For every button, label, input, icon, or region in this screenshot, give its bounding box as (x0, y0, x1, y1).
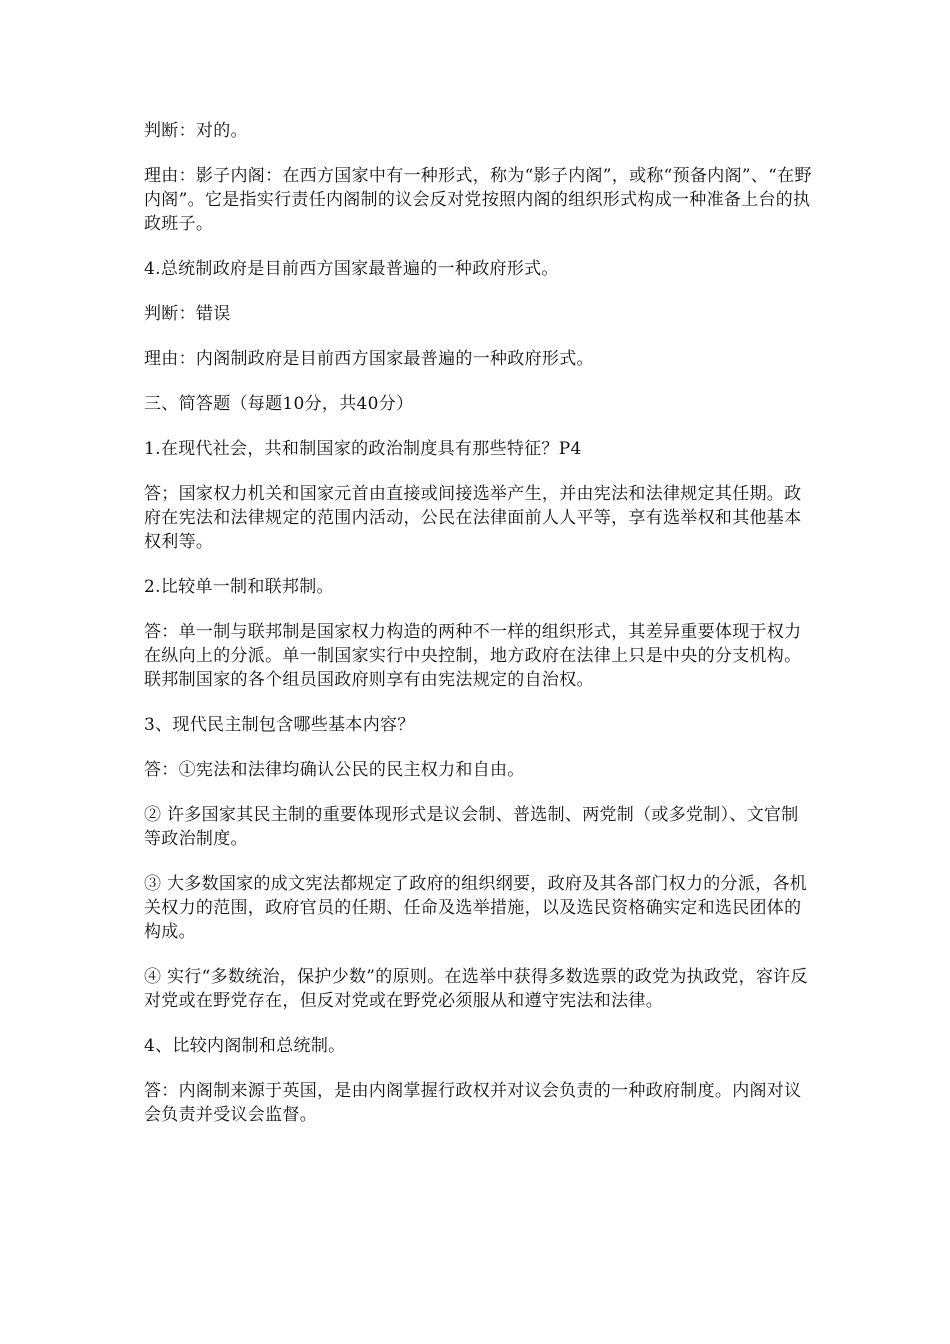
section-heading-short-answer: 三、简答题（每题10分，共40分） (144, 394, 414, 414)
question-2: 2.比较单一制和联邦制。 (144, 577, 334, 597)
reason-cabinet-system: 理由：内阁制政府是目前西方国家最普遍的一种政府形式。 (144, 349, 594, 369)
answer-3-item-4: ④ 实行“多数统治，保护少数”的原则。在选举中获得多数选票的政党为执政党，容许反对党或在野党存在，但反对党或在野党必须服从和遵守宪法和法律。 (144, 967, 808, 1011)
question-4-statement: 4.总统制政府是目前西方国家最普遍的一种政府形式。 (144, 259, 559, 279)
reason-shadow-cabinet: 理由：影子内阁：在西方国家中有一种形式，称为“影子内阁”，或称“预备内阁”、“在野内阁”。它是指实行责任内阁制的议会反对党按照内阁的组织形式构成一种准备上台的执政班子。 (144, 166, 812, 234)
answer-1: 答；国家权力机关和国家元首由直接或间接选举产生，并由宪法和法律规定其任期。政府在宪法和法律规定的范围内活动，公民在法律面前人人平等，享有选举权和其他基本权利等。 (144, 484, 802, 552)
document-page (144, 119, 814, 1148)
question-3: 3、现代民主制包含哪些基本内容？ (144, 715, 415, 735)
answer-3-item-2: ② 许多国家其民主制的重要体现形式是议会制、普选制、两党制（或多党制）、文官制等政治制度。 (144, 805, 799, 849)
judgement-correct: 判断：对的。 (144, 121, 248, 141)
question-1: 1.在现代社会，共和制国家的政治制度具有那些特征？P4 (144, 439, 582, 459)
answer-3-item-1: 答：①宪法和法律均确认公民的民主权力和自由。 (144, 760, 525, 780)
answer-2: 答：单一制与联邦制是国家权力构造的两种不一样的组织形式，其差异重要体现于权力在纵向上的分派。单一制国家实行中央控制，地方政府在法律上只是中央的分支机构。联邦制国家的各个组员国政府则享有由宪法规定的自治权。 (144, 622, 802, 690)
question-4: 4、比较内阁制和总统制。 (144, 1036, 346, 1056)
judgement-wrong: 判断：错误 (144, 304, 231, 324)
answer-3-item-3: ③ 大多数国家的成文宪法都规定了政府的组织纲要，政府及其各部门权力的分派，各机关权力的范围，政府官员的任期、任命及选举措施，以及选民资格确实定和选民团体的构成。 (144, 874, 808, 942)
answer-4: 答：内阁制来源于英国，是由内阁掌握行政权并对议会负责的一种政府制度。内阁对议会负责并受议会监督。 (144, 1081, 802, 1125)
